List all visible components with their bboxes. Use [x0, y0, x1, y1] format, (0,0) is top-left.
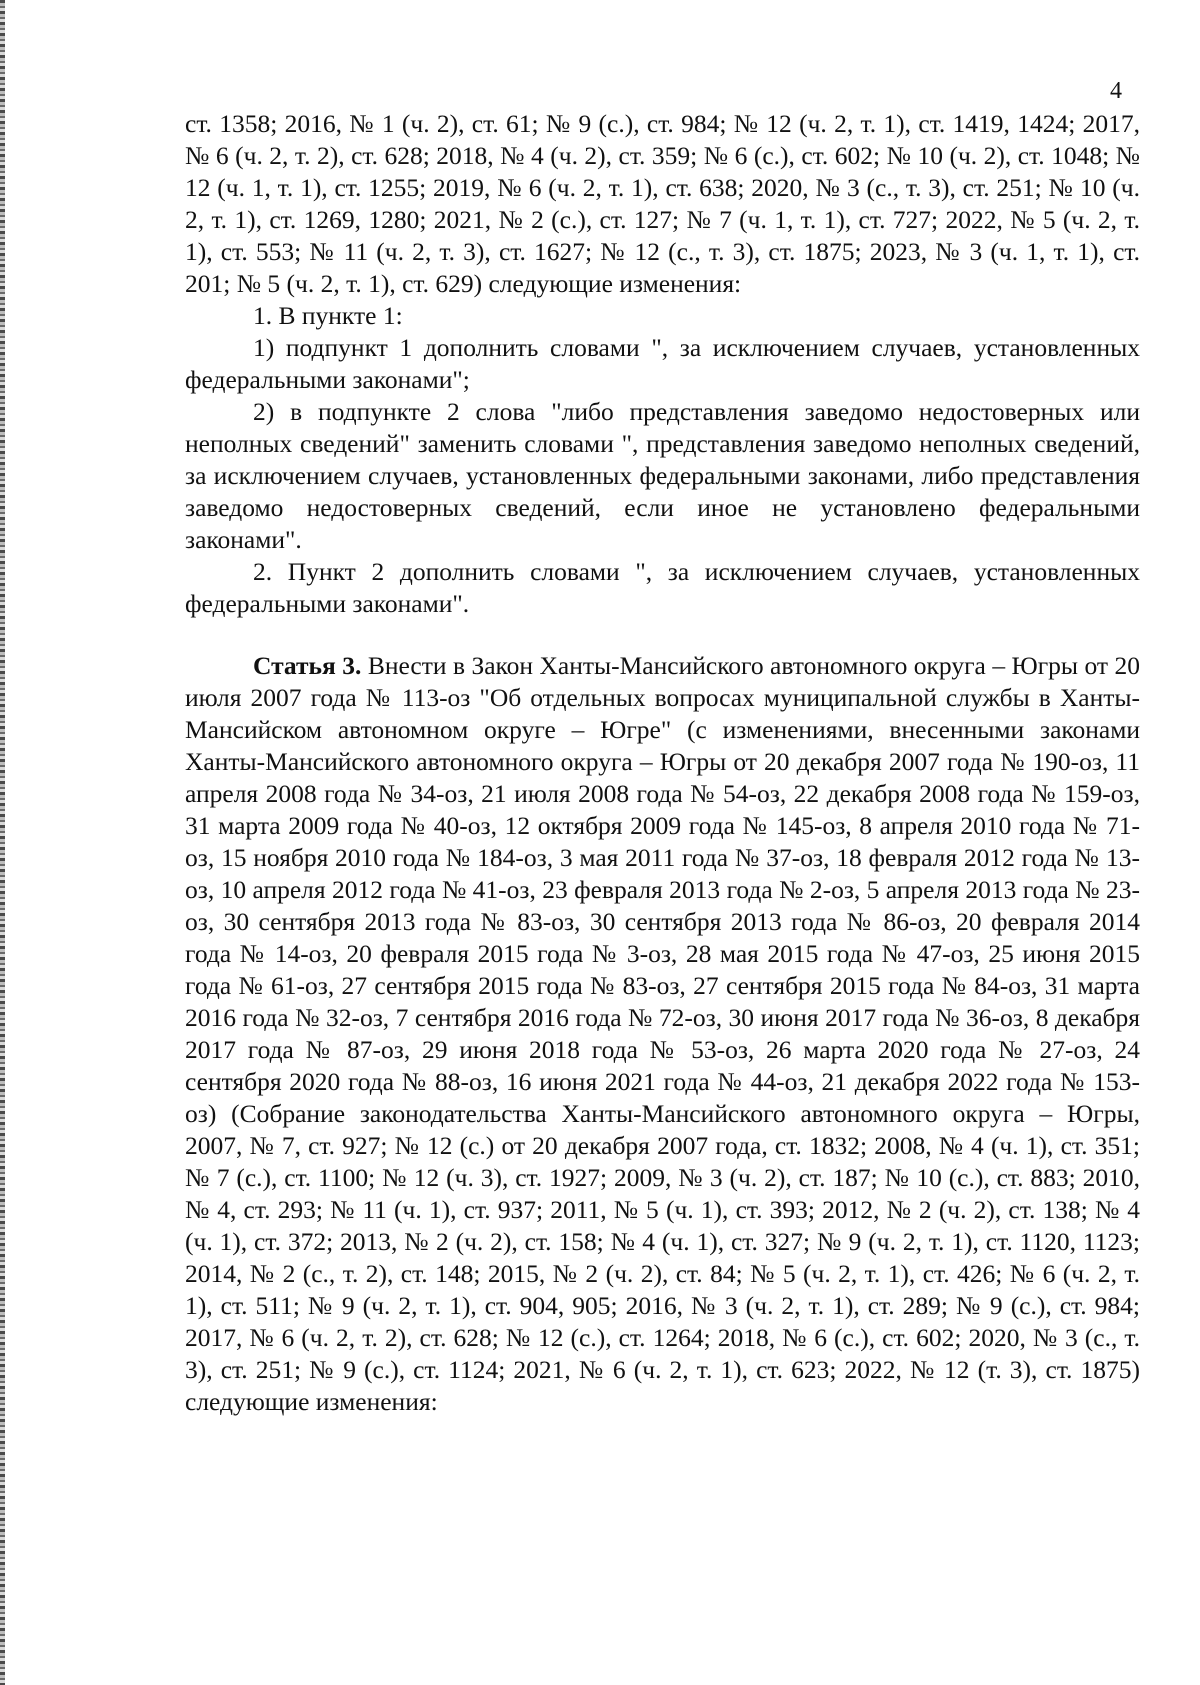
document-body: [185, 108, 1140, 1418]
paragraph-subitem-2: 2) в подпункте 2 слова "либо представления заведомо недостоверных или неполных сведений" заменить словами ", представления заведомо неполных сведений, за исключением случаев, установленных федеральными законами, либо представления заведомо недостоверных сведений, если иное не установлено федеральными законами".: [185, 397, 1140, 554]
paragraph-subitem-1: 1) подпункт 1 дополнить словами ", за исключением случаев, установленных федеральными законами";: [185, 333, 1140, 394]
paragraph-item-2: 2. Пункт 2 дополнить словами ", за исключением случаев, установленных федеральными законами".: [185, 557, 1140, 618]
section-gap: [185, 620, 1140, 650]
article-3-paragraph: [185, 650, 1140, 1418]
page-number: 4: [1110, 78, 1122, 104]
paragraph-citations: ст. 1358; 2016, № 1 (ч. 2), ст. 61; № 9 (с.), ст. 984; № 12 (ч. 2, т. 1), ст. 1419, 1424; 2017, № 6 (ч. 2, т. 2), ст. 628; 2018, № 4 (ч. 2), ст. 359; № 6 (с.), ст. 602; № 10 (ч. 2), ст. 1048; № 12 (ч. 1, т. 1), ст. 1255; 2019, № 6 (ч. 2, т. 1), ст. 638; 2020, № 3 (с., т. 3), ст. 251; № 10 (ч. 2, т. 1), ст. 1269, 1280; 2021, № 2 (с.), ст. 127; № 7 (ч. 1, т. 1), ст. 727; 2022, № 5 (ч. 2, т. 1), ст. 553; № 11 (ч. 2, т. 3), ст. 1627; № 12 (с., т. 3), ст. 1875; 2023, № 3 (ч. 1, т. 1), ст. 201; № 5 (ч. 2, т. 1), ст. 629) следующие изменения:: [185, 109, 1140, 298]
paragraph-item-1: 1. В пункте 1:: [253, 301, 403, 330]
article-3-title: Статья 3.: [253, 651, 362, 680]
article-3-body: Внести в Закон Ханты-Мансийского автономного округа – Югры от 20 июля 2007 года № 113-оз "Об отдельных вопросах муниципальной службы в Ханты-Мансийском автономном округе – Югре" (с изменениями, внесенными законами Ханты-Мансийского автономного округа – Югры от 20 декабря 2007 года № 190-оз, 11 апреля 2008 года № 34-оз, 21 июля 2008 года № 54-оз, 22 декабря 2008 года № 159-оз, 31 марта 2009 года № 40-оз, 12 октября 2009 года № 145-оз, 8 апреля 2010 года № 71-оз, 15 ноября 2010 года № 184-оз, 3 мая 2011 года № 37-оз, 18 февраля 2012 года № 13-оз, 10 апреля 2012 года № 41-оз, 23 февраля 2013 года № 2-оз, 5 апреля 2013 года № 23-оз, 30 сентября 2013 года № 83-оз, 30 сентября 2013 года № 86-оз, 20 февраля 2014 года № 14-оз, 20 февраля 2015 года № 3-оз, 28 мая 2015 года № 47-оз, 25 июня 2015 года № 61-оз, 27 сентября 2015 года № 83-оз, 27 сентября 2015 года № 84-оз, 31 марта 2016 года № 32-оз, 7 сентября 2016 года № 72-оз, 30 июня 2017 года № 36-оз, 8 декабря 2017 года № 87-оз, 29 июня 2018 года № 53-оз, 26 марта 2020 года № 27-оз, 24 сентября 2020 года № 88-оз, 16 июня 2021 года № 44-оз, 21 декабря 2022 года № 153-оз) (Собрание законодательства Ханты-Мансийского автономного округа – Югры, 2007, № 7, ст. 927; № 12 (с.) от 20 декабря 2007 года, ст. 1832; 2008, № 4 (ч. 1), ст. 351; № 7 (с.), ст. 1100; № 12 (ч. 3), ст. 1927; 2009, № 3 (ч. 2), ст. 187; № 10 (с.), ст. 883; 2010, № 4, ст. 293; № 11 (ч. 1), ст. 937; 2011, № 5 (ч. 1), ст. 393; 2012, № 2 (ч. 2), ст. 138; № 4 (ч. 1), ст. 372; 2013, № 2 (ч. 2), ст. 158; № 4 (ч. 1), ст. 327; № 9 (ч. 2, т. 1), ст. 1120, 1123; 2014, № 2 (с., т. 2), ст. 148; 2015, № 2 (ч. 2), ст. 84; № 5 (ч. 2, т. 1), ст. 426; № 6 (ч. 2, т. 1), ст. 511; № 9 (ч. 2, т. 1), ст. 904, 905; 2016, № 3 (ч. 2, т. 1), ст. 289; № 9 (с.), ст. 984; 2017, № 6 (ч. 2, т. 2), ст. 628; № 12 (с.), ст. 1264; 2018, № 6 (с.), ст. 602; 2020, № 3 (с., т. 3), ст. 251; № 9 (с.), ст. 1124; 2021, № 6 (ч. 2, т. 1), ст. 623; 2022, № 12 (т. 3), ст. 1875) следующие изменения:: [185, 651, 1140, 1416]
scan-edge-artifact: [0, 0, 5, 1685]
